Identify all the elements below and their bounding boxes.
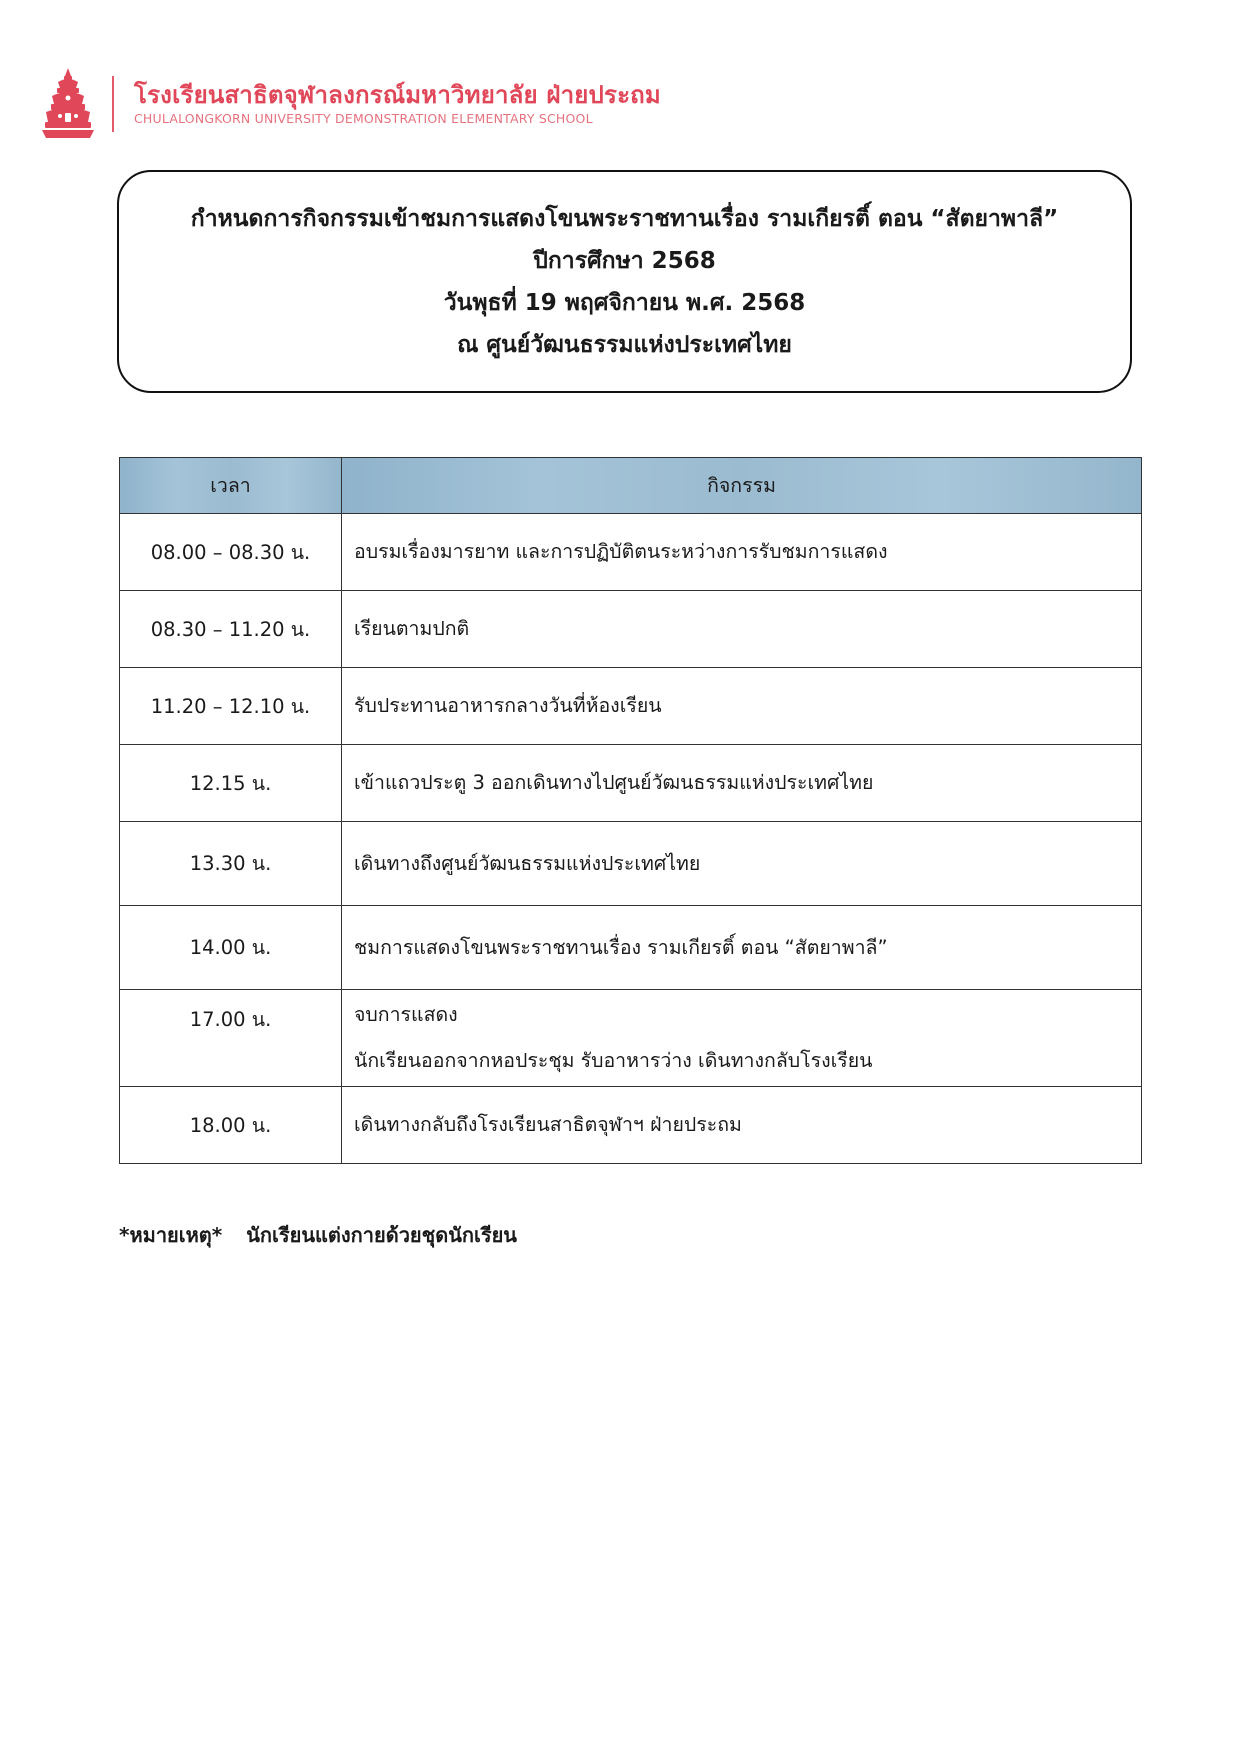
time-cell: 11.20 – 12.10 น. xyxy=(120,668,342,745)
activity-cell xyxy=(342,822,1142,906)
letterhead xyxy=(40,66,661,142)
activity-cell xyxy=(342,990,1142,1087)
activity-cell xyxy=(342,514,1142,591)
time-cell: 12.15 น. xyxy=(120,745,342,822)
activity-line: นักเรียนออกจากหอประชุม รับอาหารว่าง เดินทางกลับโรงเรียน xyxy=(354,1049,873,1072)
school-crest-logo xyxy=(40,66,96,142)
time-cell: 14.00 น. xyxy=(120,906,342,990)
school-name-thai: โรงเรียนสาธิตจุฬาลงกรณ์มหาวิทยาลัย ฝ่ายประถม xyxy=(134,81,661,109)
table-row xyxy=(120,514,1142,591)
table-row xyxy=(120,591,1142,668)
activity-line: เดินทางกลับถึงโรงเรียนสาธิตจุฬาฯ ฝ่ายประถม xyxy=(354,1113,742,1136)
activity-cell xyxy=(342,1087,1142,1164)
activity-line: เรียนตามปกติ xyxy=(354,617,470,640)
time-cell: 13.30 น. xyxy=(120,822,342,906)
schedule-table xyxy=(119,457,1142,1164)
title-line-venue: ณ ศูนย์วัฒนธรรมแห่งประเทศไทย xyxy=(457,331,792,358)
table-header-row xyxy=(120,458,1142,514)
column-header-activity: กิจกรรม xyxy=(342,458,1142,514)
activity-line: รับประทานอาหารกลางวันที่ห้องเรียน xyxy=(354,694,662,717)
activity-line: อบรมเรื่องมารยาท และการปฏิบัติตนระหว่างการรับชมการแสดง xyxy=(354,540,888,563)
column-header-time: เวลา xyxy=(120,458,342,514)
title-line-academic-year: ปีการศึกษา 2568 xyxy=(533,247,716,274)
table-row xyxy=(120,1087,1142,1164)
activity-cell xyxy=(342,745,1142,822)
note xyxy=(119,1219,517,1251)
table-row xyxy=(120,906,1142,990)
activity-line: จบการแสดง xyxy=(354,1003,458,1026)
activity-line: เดินทางถึงศูนย์วัฒนธรรมแห่งประเทศไทย xyxy=(354,851,701,875)
time-cell: 08.00 – 08.30 น. xyxy=(120,514,342,591)
table-row xyxy=(120,668,1142,745)
table-row xyxy=(120,990,1142,1087)
activity-line: เข้าแถวประตู 3 ออกเดินทางไปศูนย์วัฒนธรรมแห่งประเทศไทย xyxy=(354,771,874,794)
note-label: *หมายเหตุ* xyxy=(119,1223,223,1247)
schedule-body xyxy=(120,514,1142,1164)
time-cell: 08.30 – 11.20 น. xyxy=(120,591,342,668)
title-line-date: วันพุธที่ 19 พฤศจิกายน พ.ศ. 2568 xyxy=(443,289,806,316)
activity-cell xyxy=(342,591,1142,668)
letterhead-divider xyxy=(112,76,114,132)
activity-cell xyxy=(342,906,1142,990)
table-row xyxy=(120,745,1142,822)
note-text: นักเรียนแต่งกายด้วยชุดนักเรียน xyxy=(246,1223,517,1247)
letterhead-text xyxy=(134,80,661,128)
title-line-event: กำหนดการกิจกรรมเข้าชมการแสดงโขนพระราชทานเรื่อง รามเกียรติ์ ตอน “สัตยาพาลี” xyxy=(190,205,1059,232)
title-box xyxy=(117,170,1132,393)
table-row xyxy=(120,822,1142,906)
activity-cell xyxy=(342,668,1142,745)
activity-line: ชมการแสดงโขนพระราชทานเรื่อง รามเกียรติ์ ตอน “สัตยาพาลี” xyxy=(354,935,888,959)
school-name-english: CHULALONGKORN UNIVERSITY DEMONSTRATION ELEMENTARY SCHOOL xyxy=(134,111,593,126)
time-cell: 17.00 น. xyxy=(120,990,342,1087)
time-cell: 18.00 น. xyxy=(120,1087,342,1164)
